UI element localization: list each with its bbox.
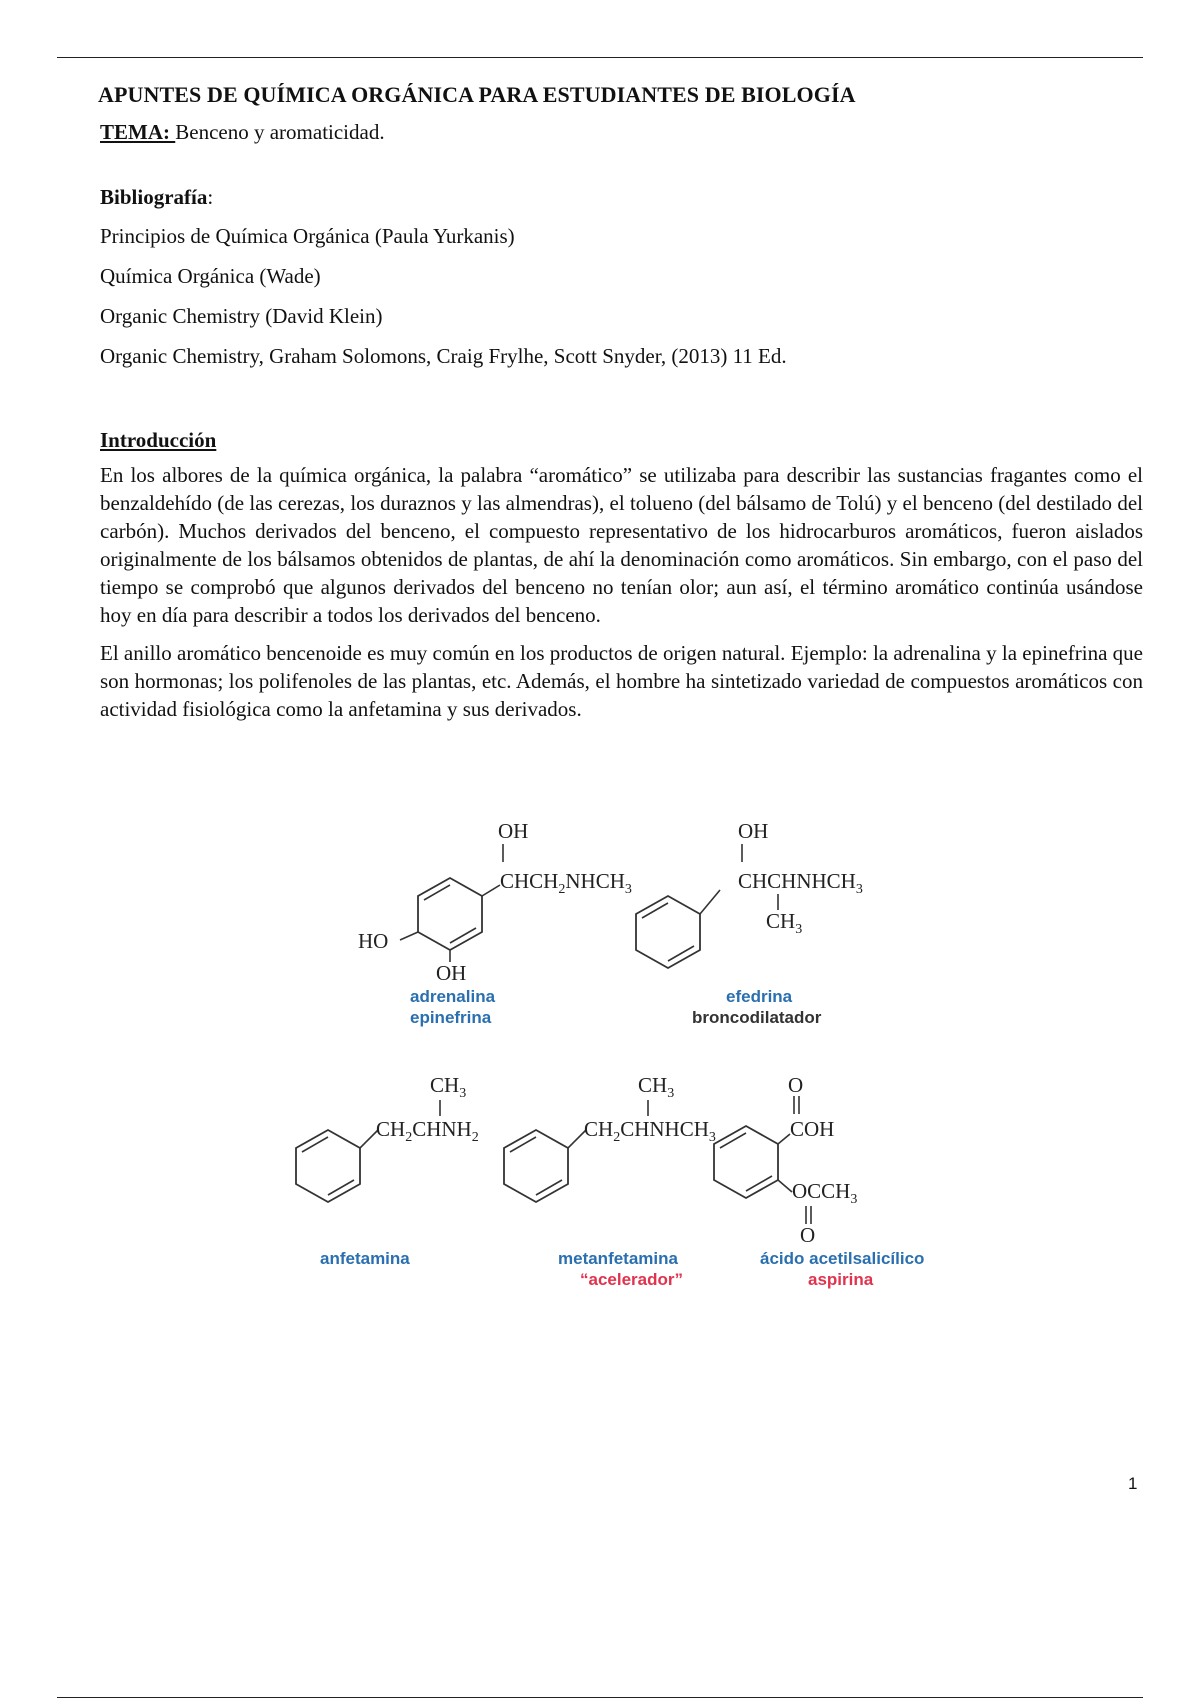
benzene-ring — [636, 896, 700, 968]
formula-part: CHNHCH — [620, 1117, 709, 1141]
top-rule — [57, 57, 1143, 58]
tema-label: TEMA: — [100, 120, 176, 144]
page-number: 1 — [1128, 1474, 1138, 1493]
bibliografia-heading-text: Bibliografía — [100, 185, 208, 209]
formula-part: 2 — [558, 882, 566, 897]
benzene-ring — [504, 1130, 568, 1202]
bibliografia-item: Principios de Química Orgánica (Paula Yurkanis) — [100, 224, 515, 248]
document-title: APUNTES DE QUÍMICA ORGÁNICA PARA ESTUDIANTES DE BIOLOGÍA — [98, 82, 856, 107]
formula-part: 3 — [708, 1130, 716, 1145]
formula-part: 2 — [613, 1130, 621, 1145]
efedrina-ch3 — [766, 909, 802, 937]
adrenalina-chain — [500, 869, 632, 897]
metanfetamina-ch3 — [638, 1073, 674, 1101]
anfetamina-ch3 — [430, 1073, 466, 1101]
benzene-ring — [418, 878, 482, 950]
aspirina-coh: COH — [790, 1117, 835, 1141]
formula-part: NHCH — [565, 869, 625, 893]
adrenalina-oh-bottom: OH — [436, 961, 467, 985]
formula-part: CH — [376, 1117, 406, 1141]
efedrina-structure — [636, 819, 863, 968]
benzene-ring — [714, 1126, 778, 1198]
formula-part: CHCHNHCH — [738, 869, 856, 893]
bibliografia-item: Organic Chemistry, Graham Solomons, Craig Frylhe, Scott Snyder, (2013) 11 Ed. — [100, 344, 787, 368]
formula-part: 3 — [855, 882, 863, 897]
formula-part: CH — [584, 1117, 614, 1141]
formula-part: 3 — [459, 1086, 467, 1101]
introduccion-heading: Introducción — [100, 428, 217, 452]
formula-part: CH — [766, 909, 796, 933]
benzene-ring — [296, 1130, 360, 1202]
caption-efedrina: efedrina — [726, 987, 793, 1006]
bibliografia-item: Química Orgánica (Wade) — [100, 264, 321, 288]
caption-anfetamina: anfetamina — [320, 1249, 410, 1268]
aspirina-o-bottom: O — [800, 1223, 816, 1247]
formula-part: CHCH — [500, 869, 559, 893]
caption-acelerador: “acelerador” — [580, 1270, 683, 1289]
formula-part: 3 — [624, 882, 632, 897]
adrenalina-oh-top: OH — [498, 819, 529, 843]
adrenalina-structure — [358, 819, 632, 985]
caption-epinefrina: epinefrina — [410, 1008, 492, 1027]
chemical-structures-figure — [290, 820, 950, 1300]
tema-value: Benceno y aromaticidad. — [175, 120, 385, 144]
formula-part: OCCH — [792, 1179, 851, 1203]
formula-part: 2 — [405, 1130, 413, 1145]
introduccion-paragraph-1: En los albores de la química orgánica, la palabra “aromático” se utilizaba para describir las sustancias fragantes como el benzaldehído (de las cerezas, los duraznos y las almendras), el tolueno (del bálsamo de Tolú) y el benceno (del destilado del carbón). Muchos derivados del benceno, el compuesto representativo de los hidrocarburos aromáticos, fueron aislados originalmente de los bálsamos obtenidos de plantas, de ahí la denominación como aromáticos. Sin embargo, con el paso del tiempo se comprobó que algunos derivados del benceno no tenían olor; aun así, el término aromático continúa usándose hoy en día para describir a todos los derivados del benceno. — [100, 463, 1143, 627]
bottom-rule — [57, 1697, 1143, 1698]
structures-svg — [290, 820, 950, 1300]
bibliografia-item: Organic Chemistry (David Klein) — [100, 304, 383, 328]
formula-part: CHNH — [412, 1117, 472, 1141]
tema-line — [100, 120, 1143, 145]
caption-aspirina: aspirina — [808, 1270, 874, 1289]
formula-part: CH — [638, 1073, 668, 1097]
aspirina-occh3 — [792, 1179, 857, 1207]
formula-part: CH — [430, 1073, 460, 1097]
formula-part: 2 — [471, 1130, 479, 1145]
anfetamina-structure — [296, 1073, 479, 1202]
formula-part: 3 — [667, 1086, 675, 1101]
document-body — [100, 82, 1143, 723]
adrenalina-ho: HO — [358, 929, 389, 953]
aspirina-o-top: O — [788, 1073, 804, 1097]
bibliografia-colon: : — [207, 185, 214, 209]
introduccion-paragraph-2: El anillo aromático bencenoide es muy común en los productos de origen natural. Ejemplo: la adrenalina y la epinefrina que son hormonas; los polifenoles de las plantas, etc. Además, el hombre ha sintetizado variedad de compuestos aromáticos con actividad fisiológica como la anfetamina y sus derivados. — [100, 641, 1143, 721]
formula-part: 3 — [795, 922, 803, 937]
aspirina-structure — [714, 1073, 857, 1247]
caption-acido-acetilsalicilico: ácido acetilsalicílico — [760, 1249, 925, 1268]
bibliografia-list — [100, 223, 1143, 370]
caption-metanfetamina: metanfetamina — [558, 1249, 678, 1268]
formula-part: 3 — [850, 1192, 858, 1207]
anfetamina-chain — [376, 1117, 479, 1145]
bibliografia-heading — [100, 185, 1143, 210]
metanfetamina-structure — [504, 1073, 716, 1202]
metanfetamina-chain — [584, 1117, 716, 1145]
caption-broncodilatador: broncodilatador — [692, 1008, 822, 1027]
efedrina-oh-top: OH — [738, 819, 769, 843]
caption-adrenalina: adrenalina — [410, 987, 496, 1006]
efedrina-chain — [738, 869, 863, 897]
